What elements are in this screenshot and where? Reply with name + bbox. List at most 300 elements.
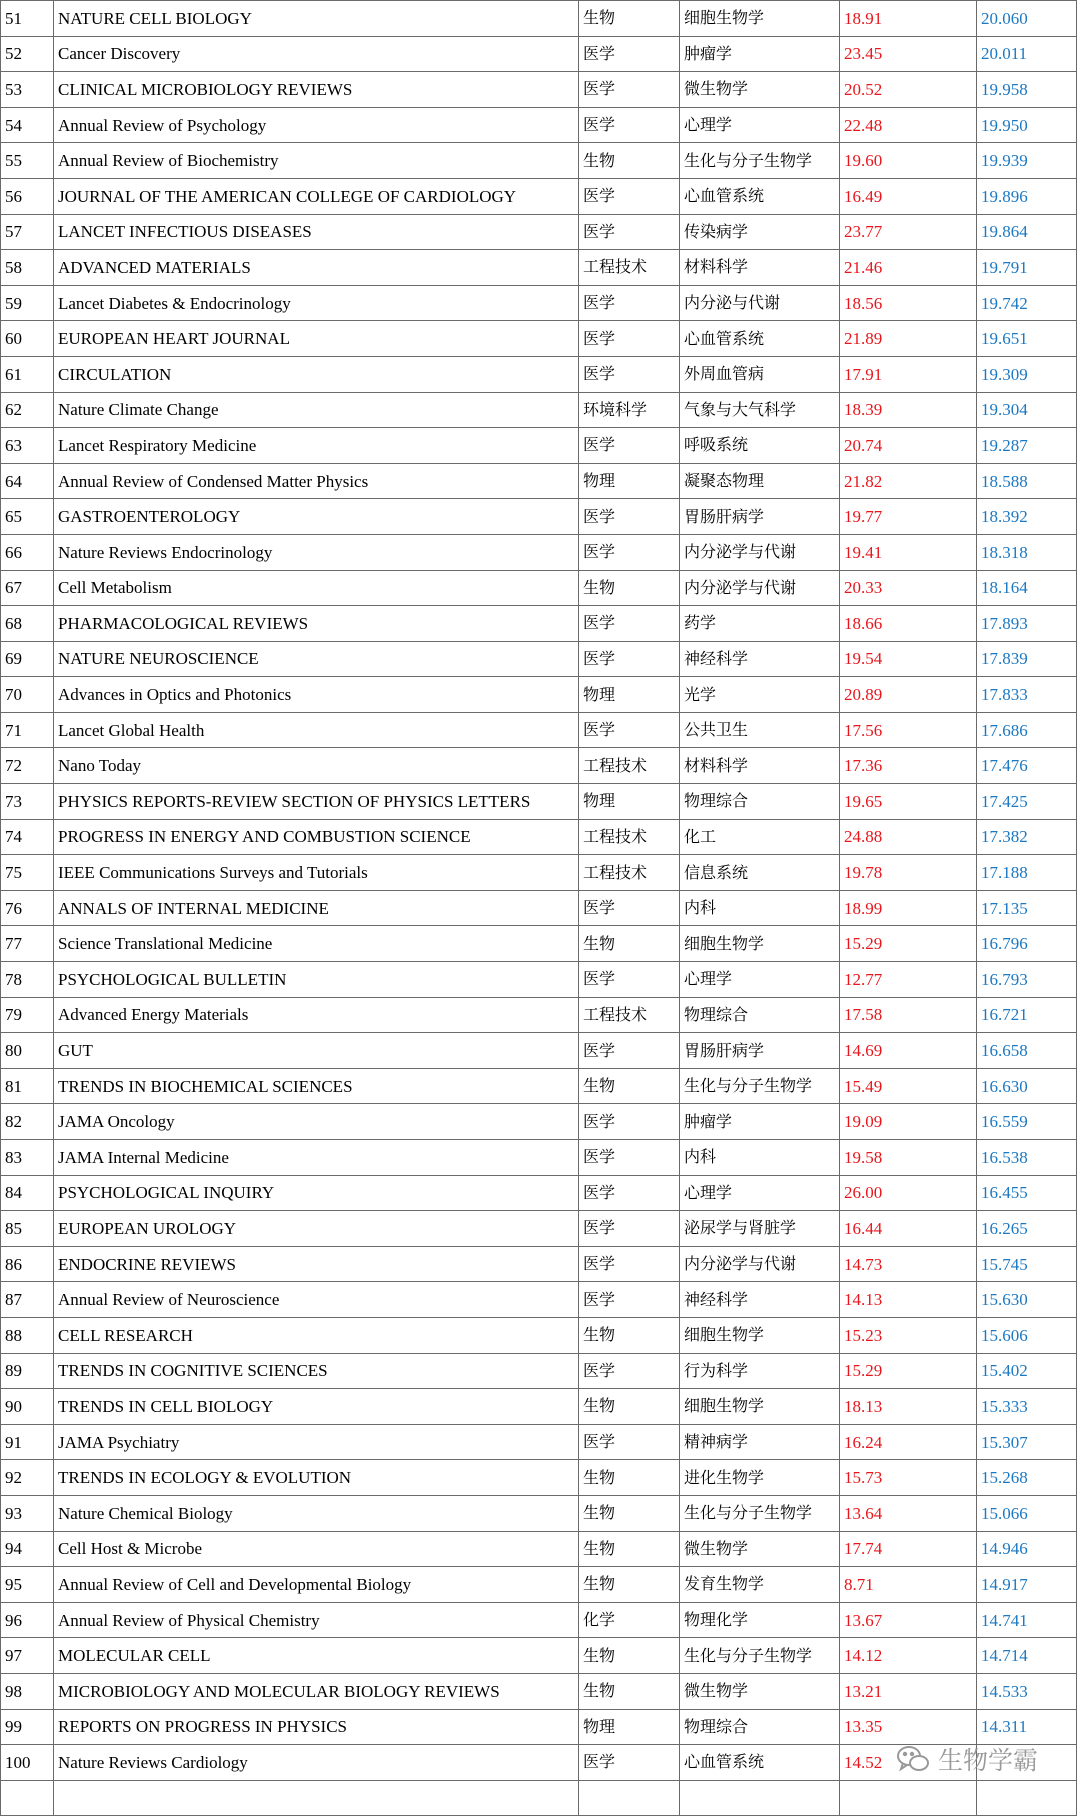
subcategory-cell: 凝聚态物理 (680, 463, 840, 499)
journal-name-cell: Lancet Global Health (54, 712, 579, 748)
rank-cell: 60 (1, 321, 54, 357)
rank-cell: 68 (1, 606, 54, 642)
category-cell: 化学 (579, 1602, 680, 1638)
value-2-cell: 19.950 (977, 107, 1077, 143)
subcategory-cell: 进化生物学 (680, 1460, 840, 1496)
category-cell: 医学 (579, 321, 680, 357)
value-2-cell: 16.538 (977, 1140, 1077, 1176)
value-2-cell: 15.333 (977, 1389, 1077, 1425)
category-cell: 物理 (579, 677, 680, 713)
table-row (1, 1709, 1077, 1745)
journal-name-cell: Annual Review of Neuroscience (54, 1282, 579, 1318)
subcategory-cell: 材料科学 (680, 250, 840, 286)
value-1-cell: 19.60 (840, 143, 977, 179)
category-cell: 物理 (579, 463, 680, 499)
subcategory-cell: 心血管系统 (680, 1745, 840, 1781)
table-body (1, 1, 1077, 1816)
subcategory-cell: 生化与分子生物学 (680, 1068, 840, 1104)
table-row (1, 606, 1077, 642)
journal-name-cell: Annual Review of Psychology (54, 107, 579, 143)
category-cell: 医学 (579, 1104, 680, 1140)
journal-name-cell: ANNALS OF INTERNAL MEDICINE (54, 890, 579, 926)
value-1-cell: 18.56 (840, 285, 977, 321)
journal-name-cell: Lancet Diabetes & Endocrinology (54, 285, 579, 321)
rank-cell: 56 (1, 178, 54, 214)
subcategory-cell: 物理综合 (680, 784, 840, 820)
table-row (1, 855, 1077, 891)
table-row (1, 1246, 1077, 1282)
subcategory-cell: 心血管系统 (680, 178, 840, 214)
watermark (896, 1741, 1038, 1777)
journal-name-cell: IEEE Communications Surveys and Tutorials (54, 855, 579, 891)
table-row (1, 36, 1077, 72)
subcategory-cell: 外周血管病 (680, 356, 840, 392)
subcategory-cell: 胃肠肝病学 (680, 1033, 840, 1069)
watermark-text: 生物学霸 (938, 1746, 1039, 1775)
subcategory-cell: 细胞生物学 (680, 1389, 840, 1425)
category-cell: 生物 (579, 1460, 680, 1496)
journal-name-cell: CELL RESEARCH (54, 1317, 579, 1353)
rank-cell: 57 (1, 214, 54, 250)
rank-cell: 52 (1, 36, 54, 72)
empty-cell (54, 1780, 579, 1815)
journal-name-cell: Nature Reviews Cardiology (54, 1745, 579, 1781)
category-cell: 医学 (579, 36, 680, 72)
table-row (1, 72, 1077, 108)
value-1-cell: 13.21 (840, 1673, 977, 1709)
rank-cell: 86 (1, 1246, 54, 1282)
table-row (1, 392, 1077, 428)
subcategory-cell: 心理学 (680, 1175, 840, 1211)
empty-cell (680, 1780, 840, 1815)
value-2-cell: 19.958 (977, 72, 1077, 108)
value-2-cell: 20.060 (977, 1, 1077, 37)
value-1-cell: 14.12 (840, 1638, 977, 1674)
category-cell: 医学 (579, 534, 680, 570)
table-row (1, 463, 1077, 499)
journal-name-cell: Cell Host & Microbe (54, 1531, 579, 1567)
table-row (1, 1211, 1077, 1247)
category-cell: 医学 (579, 1282, 680, 1318)
value-1-cell: 15.29 (840, 1353, 977, 1389)
rank-cell: 81 (1, 1068, 54, 1104)
table-row (1, 1104, 1077, 1140)
category-cell: 医学 (579, 499, 680, 535)
rank-cell: 79 (1, 997, 54, 1033)
value-1-cell: 17.58 (840, 997, 977, 1033)
journal-name-cell: REPORTS ON PROGRESS IN PHYSICS (54, 1709, 579, 1745)
empty-cell (840, 1780, 977, 1815)
category-cell: 生物 (579, 1317, 680, 1353)
category-cell: 医学 (579, 1424, 680, 1460)
table-row (1, 926, 1077, 962)
rank-cell: 63 (1, 428, 54, 464)
rank-cell: 61 (1, 356, 54, 392)
rank-cell: 94 (1, 1531, 54, 1567)
category-cell: 医学 (579, 890, 680, 926)
category-cell: 医学 (579, 641, 680, 677)
category-cell: 医学 (579, 1140, 680, 1176)
journal-name-cell: Lancet Respiratory Medicine (54, 428, 579, 464)
category-cell: 生物 (579, 1673, 680, 1709)
subcategory-cell: 内分泌学与代谢 (680, 570, 840, 606)
journal-name-cell: Nature Chemical Biology (54, 1495, 579, 1531)
value-1-cell: 18.39 (840, 392, 977, 428)
value-2-cell: 16.455 (977, 1175, 1077, 1211)
table-row (1, 819, 1077, 855)
rank-cell: 88 (1, 1317, 54, 1353)
empty-cell (977, 1780, 1077, 1815)
subcategory-cell: 内科 (680, 1140, 840, 1176)
value-1-cell: 8.71 (840, 1567, 977, 1603)
value-2-cell: 14.946 (977, 1531, 1077, 1567)
rank-cell: 75 (1, 855, 54, 891)
table-row (1, 1424, 1077, 1460)
subcategory-cell: 心理学 (680, 962, 840, 998)
journal-name-cell: GUT (54, 1033, 579, 1069)
subcategory-cell: 细胞生物学 (680, 926, 840, 962)
subcategory-cell: 微生物学 (680, 72, 840, 108)
journal-name-cell: Nano Today (54, 748, 579, 784)
value-2-cell: 19.791 (977, 250, 1077, 286)
rank-cell: 72 (1, 748, 54, 784)
journal-name-cell: MICROBIOLOGY AND MOLECULAR BIOLOGY REVIEWS (54, 1673, 579, 1709)
value-2-cell: 19.742 (977, 285, 1077, 321)
subcategory-cell: 神经科学 (680, 641, 840, 677)
category-cell: 医学 (579, 107, 680, 143)
value-2-cell: 15.066 (977, 1495, 1077, 1531)
value-1-cell: 18.91 (840, 1, 977, 37)
category-cell: 物理 (579, 1709, 680, 1745)
value-2-cell: 14.311 (977, 1709, 1077, 1745)
value-1-cell: 17.56 (840, 712, 977, 748)
category-cell: 医学 (579, 72, 680, 108)
value-1-cell: 21.82 (840, 463, 977, 499)
value-2-cell: 15.268 (977, 1460, 1077, 1496)
value-1-cell: 13.35 (840, 1709, 977, 1745)
journal-name-cell: ENDOCRINE REVIEWS (54, 1246, 579, 1282)
subcategory-cell: 物理综合 (680, 997, 840, 1033)
value-2-cell: 17.135 (977, 890, 1077, 926)
rank-cell: 64 (1, 463, 54, 499)
table-row (1, 1567, 1077, 1603)
category-cell: 医学 (579, 1246, 680, 1282)
category-cell: 生物 (579, 1495, 680, 1531)
value-2-cell: 16.796 (977, 926, 1077, 962)
subcategory-cell: 光学 (680, 677, 840, 713)
journal-name-cell: JAMA Oncology (54, 1104, 579, 1140)
table-row (1, 1317, 1077, 1353)
journal-name-cell: PROGRESS IN ENERGY AND COMBUSTION SCIENCE (54, 819, 579, 855)
table-row (1, 641, 1077, 677)
value-2-cell: 18.392 (977, 499, 1077, 535)
category-cell: 工程技术 (579, 748, 680, 784)
table-row (1, 107, 1077, 143)
subcategory-cell: 肿瘤学 (680, 1104, 840, 1140)
rank-cell: 76 (1, 890, 54, 926)
table-row (1, 1175, 1077, 1211)
value-1-cell: 22.48 (840, 107, 977, 143)
table-row (1, 1389, 1077, 1425)
value-2-cell: 19.864 (977, 214, 1077, 250)
journal-name-cell: Nature Climate Change (54, 392, 579, 428)
table-row (1, 1673, 1077, 1709)
table-row (1, 1140, 1077, 1176)
rank-cell: 84 (1, 1175, 54, 1211)
value-2-cell: 15.402 (977, 1353, 1077, 1389)
value-2-cell: 16.658 (977, 1033, 1077, 1069)
subcategory-cell: 公共卫生 (680, 712, 840, 748)
value-1-cell: 15.29 (840, 926, 977, 962)
category-cell: 医学 (579, 1175, 680, 1211)
table-row (1, 178, 1077, 214)
category-cell: 工程技术 (579, 855, 680, 891)
subcategory-cell: 生化与分子生物学 (680, 1638, 840, 1674)
table-row (1, 997, 1077, 1033)
journal-name-cell: Nature Reviews Endocrinology (54, 534, 579, 570)
value-2-cell: 17.188 (977, 855, 1077, 891)
table-row (1, 250, 1077, 286)
journal-name-cell: PSYCHOLOGICAL BULLETIN (54, 962, 579, 998)
journal-name-cell: Annual Review of Biochemistry (54, 143, 579, 179)
value-2-cell: 17.382 (977, 819, 1077, 855)
table-row (1, 712, 1077, 748)
value-1-cell: 14.73 (840, 1246, 977, 1282)
value-1-cell: 21.89 (840, 321, 977, 357)
journal-name-cell: Advanced Energy Materials (54, 997, 579, 1033)
value-2-cell: 17.686 (977, 712, 1077, 748)
subcategory-cell: 生化与分子生物学 (680, 143, 840, 179)
subcategory-cell: 微生物学 (680, 1531, 840, 1567)
value-1-cell: 17.74 (840, 1531, 977, 1567)
value-1-cell: 19.77 (840, 499, 977, 535)
value-2-cell: 19.309 (977, 356, 1077, 392)
value-1-cell: 24.88 (840, 819, 977, 855)
category-cell: 医学 (579, 1745, 680, 1781)
journal-name-cell: TRENDS IN CELL BIOLOGY (54, 1389, 579, 1425)
table-row (1, 1282, 1077, 1318)
rank-cell: 96 (1, 1602, 54, 1638)
value-1-cell: 18.13 (840, 1389, 977, 1425)
journal-name-cell: GASTROENTEROLOGY (54, 499, 579, 535)
value-2-cell: 18.164 (977, 570, 1077, 606)
rank-cell: 54 (1, 107, 54, 143)
subcategory-cell: 化工 (680, 819, 840, 855)
journal-name-cell: ADVANCED MATERIALS (54, 250, 579, 286)
value-1-cell: 20.33 (840, 570, 977, 606)
journal-name-cell: JAMA Internal Medicine (54, 1140, 579, 1176)
value-2-cell: 15.745 (977, 1246, 1077, 1282)
table-row (1, 1353, 1077, 1389)
value-1-cell: 17.91 (840, 356, 977, 392)
rank-cell: 77 (1, 926, 54, 962)
rank-cell: 67 (1, 570, 54, 606)
rank-cell: 95 (1, 1567, 54, 1603)
rank-cell: 99 (1, 1709, 54, 1745)
empty-cell (1, 1780, 54, 1815)
rank-cell: 71 (1, 712, 54, 748)
journal-name-cell: LANCET INFECTIOUS DISEASES (54, 214, 579, 250)
value-2-cell: 17.425 (977, 784, 1077, 820)
journal-name-cell: TRENDS IN BIOCHEMICAL SCIENCES (54, 1068, 579, 1104)
rank-cell: 53 (1, 72, 54, 108)
value-1-cell: 13.67 (840, 1602, 977, 1638)
value-1-cell: 18.66 (840, 606, 977, 642)
table-row (1, 285, 1077, 321)
subcategory-cell: 胃肠肝病学 (680, 499, 840, 535)
value-1-cell: 16.24 (840, 1424, 977, 1460)
subcategory-cell: 材料科学 (680, 748, 840, 784)
category-cell: 医学 (579, 285, 680, 321)
journal-name-cell: JAMA Psychiatry (54, 1424, 579, 1460)
category-cell: 生物 (579, 570, 680, 606)
journal-name-cell: NATURE CELL BIOLOGY (54, 1, 579, 37)
journal-name-cell: TRENDS IN COGNITIVE SCIENCES (54, 1353, 579, 1389)
category-cell: 医学 (579, 178, 680, 214)
rank-cell: 89 (1, 1353, 54, 1389)
table-row (1, 428, 1077, 464)
value-1-cell: 19.09 (840, 1104, 977, 1140)
value-2-cell: 15.630 (977, 1282, 1077, 1318)
rank-cell: 69 (1, 641, 54, 677)
value-2-cell: 19.896 (977, 178, 1077, 214)
rank-cell: 87 (1, 1282, 54, 1318)
journal-name-cell: Science Translational Medicine (54, 926, 579, 962)
category-cell: 生物 (579, 1389, 680, 1425)
value-2-cell: 15.606 (977, 1317, 1077, 1353)
rank-cell: 91 (1, 1424, 54, 1460)
journal-name-cell: EUROPEAN HEART JOURNAL (54, 321, 579, 357)
rank-cell: 66 (1, 534, 54, 570)
rank-cell: 65 (1, 499, 54, 535)
value-1-cell: 21.46 (840, 250, 977, 286)
rank-cell: 55 (1, 143, 54, 179)
value-1-cell: 13.64 (840, 1495, 977, 1531)
table-row (1, 1531, 1077, 1567)
journal-name-cell: JOURNAL OF THE AMERICAN COLLEGE OF CARDIOLOGY (54, 178, 579, 214)
subcategory-cell: 微生物学 (680, 1673, 840, 1709)
rank-cell: 74 (1, 819, 54, 855)
subcategory-cell: 精神病学 (680, 1424, 840, 1460)
subcategory-cell: 泌尿学与肾脏学 (680, 1211, 840, 1247)
category-cell: 医学 (579, 1033, 680, 1069)
category-cell: 生物 (579, 926, 680, 962)
category-cell: 医学 (579, 1211, 680, 1247)
table-row (1, 890, 1077, 926)
subcategory-cell: 传染病学 (680, 214, 840, 250)
empty-row (1, 1780, 1077, 1815)
value-2-cell: 15.307 (977, 1424, 1077, 1460)
rank-cell: 82 (1, 1104, 54, 1140)
table-row (1, 1495, 1077, 1531)
subcategory-cell: 呼吸系统 (680, 428, 840, 464)
table-row (1, 784, 1077, 820)
value-1-cell: 16.44 (840, 1211, 977, 1247)
value-2-cell: 19.651 (977, 321, 1077, 357)
value-1-cell: 19.65 (840, 784, 977, 820)
value-2-cell: 16.721 (977, 997, 1077, 1033)
value-2-cell: 17.839 (977, 641, 1077, 677)
empty-cell (579, 1780, 680, 1815)
category-cell: 医学 (579, 1353, 680, 1389)
value-2-cell: 16.793 (977, 962, 1077, 998)
rank-cell: 80 (1, 1033, 54, 1069)
subcategory-cell: 肿瘤学 (680, 36, 840, 72)
value-2-cell: 16.630 (977, 1068, 1077, 1104)
subcategory-cell: 内分泌学与代谢 (680, 534, 840, 570)
value-2-cell: 20.011 (977, 36, 1077, 72)
subcategory-cell: 行为科学 (680, 1353, 840, 1389)
table-row (1, 1, 1077, 37)
category-cell: 生物 (579, 1, 680, 37)
category-cell: 环境科学 (579, 392, 680, 428)
journal-name-cell: Cancer Discovery (54, 36, 579, 72)
subcategory-cell: 气象与大气科学 (680, 392, 840, 428)
category-cell: 物理 (579, 784, 680, 820)
value-2-cell: 16.265 (977, 1211, 1077, 1247)
value-1-cell: 19.58 (840, 1140, 977, 1176)
journal-name-cell: PHYSICS REPORTS-REVIEW SECTION OF PHYSICS LETTERS (54, 784, 579, 820)
value-2-cell: 14.917 (977, 1567, 1077, 1603)
rank-cell: 90 (1, 1389, 54, 1425)
value-2-cell: 17.893 (977, 606, 1077, 642)
category-cell: 医学 (579, 356, 680, 392)
rank-cell: 70 (1, 677, 54, 713)
category-cell: 医学 (579, 712, 680, 748)
table-row (1, 962, 1077, 998)
value-1-cell: 19.41 (840, 534, 977, 570)
value-2-cell: 17.476 (977, 748, 1077, 784)
table-row (1, 356, 1077, 392)
journal-name-cell: Advances in Optics and Photonics (54, 677, 579, 713)
subcategory-cell: 心血管系统 (680, 321, 840, 357)
value-1-cell: 20.52 (840, 72, 977, 108)
journal-name-cell: CLINICAL MICROBIOLOGY REVIEWS (54, 72, 579, 108)
value-1-cell: 14.13 (840, 1282, 977, 1318)
journal-name-cell: PHARMACOLOGICAL REVIEWS (54, 606, 579, 642)
table-row (1, 499, 1077, 535)
value-1-cell: 23.77 (840, 214, 977, 250)
value-2-cell: 16.559 (977, 1104, 1077, 1140)
value-2-cell: 14.533 (977, 1673, 1077, 1709)
rank-cell: 97 (1, 1638, 54, 1674)
value-2-cell: 14.714 (977, 1638, 1077, 1674)
subcategory-cell: 内科 (680, 890, 840, 926)
journal-name-cell: Annual Review of Condensed Matter Physics (54, 463, 579, 499)
rank-cell: 73 (1, 784, 54, 820)
subcategory-cell: 物理综合 (680, 1709, 840, 1745)
category-cell: 生物 (579, 143, 680, 179)
value-1-cell: 15.49 (840, 1068, 977, 1104)
rank-cell: 83 (1, 1140, 54, 1176)
journal-name-cell: PSYCHOLOGICAL INQUIRY (54, 1175, 579, 1211)
table-row (1, 570, 1077, 606)
category-cell: 生物 (579, 1531, 680, 1567)
rank-cell: 98 (1, 1673, 54, 1709)
category-cell: 生物 (579, 1567, 680, 1603)
value-1-cell: 14.52 (840, 1745, 977, 1781)
value-1-cell: 15.23 (840, 1317, 977, 1353)
value-1-cell: 19.54 (840, 641, 977, 677)
value-2-cell: 19.939 (977, 143, 1077, 179)
table-row (1, 1033, 1077, 1069)
value-1-cell: 26.00 (840, 1175, 977, 1211)
value-1-cell: 20.74 (840, 428, 977, 464)
subcategory-cell: 神经科学 (680, 1282, 840, 1318)
value-1-cell: 18.99 (840, 890, 977, 926)
journal-name-cell: CIRCULATION (54, 356, 579, 392)
rank-cell: 100 (1, 1745, 54, 1781)
